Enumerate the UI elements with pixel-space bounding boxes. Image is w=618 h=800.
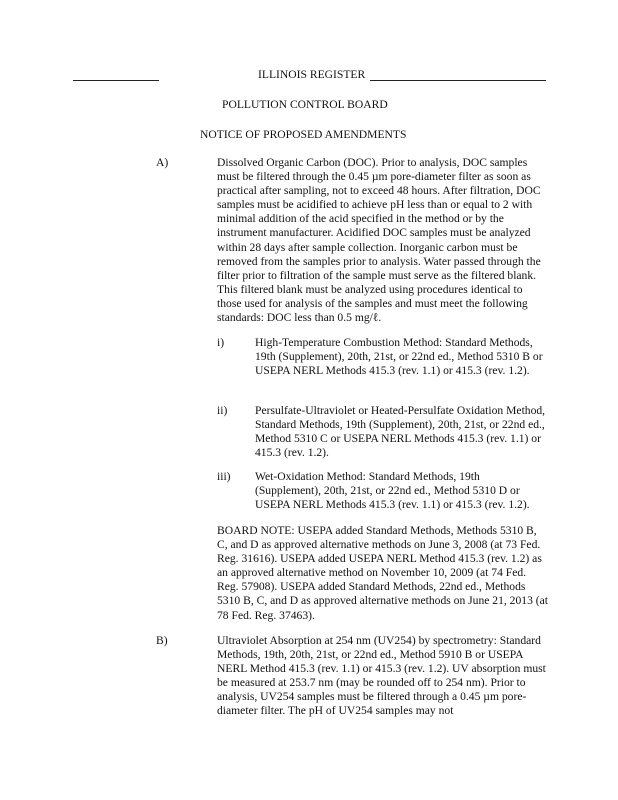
item-b-text: Ultraviolet Absorption at 254 nm (UV254) by spectrometry: Standard Methods, 19th, 20th, 21st, or 22nd ed., Method 5910 B or USEPA NERL Method 415.3 (rev. 1.1) or 415.3 (rev. 1.2). UV absorption must be measured at 253.7 nm (may be rounded off to 254 nm). Prior to analysis, UV254 samples must be filtered through a 0.45 µm pore-diameter filter. The pH of UV254 samples may not (217, 634, 546, 718)
header-right-rule (370, 80, 546, 81)
subitem-i-label: i) (217, 336, 225, 349)
subitem-i-text: High-Temperature Combustion Method: Standard Methods, 19th (Supplement), 20th, 21st, or 22nd ed., Method 5310 B or USEPA NERL Methods 415.3 (rev. 1.1) or 415.3 (rev. 1.2). (255, 336, 543, 378)
subitem-ii-label: ii) (217, 404, 228, 417)
notice-title: NOTICE OF PROPOSED AMENDMENTS (200, 128, 407, 141)
subitem-ii-text: Persulfate-Ultraviolet or Heated-Persulfate Oxidation Method, Standard Methods, 19th (Supplement), 20th, 21st, or 22nd ed., Method 5310 C or USEPA NERL Methods 415.3 (rev. 1.1) or 415.3 (rev. 1.2). (255, 404, 546, 460)
board-note: BOARD NOTE: USEPA added Standard Methods, Methods 5310 B, C, and D as approved alternative methods on June 3, 2008 (at 73 Fed. Reg. 31616). USEPA added USEPA NERL Method 415.3 (rev. 1.2) as an approved alternative method on November 10, 2009 (at 74 Fed. Reg. 57908). USEPA added Standard Methods, 22nd ed., Methods 5310 B, C, and D as approved alternative methods on June 21, 2013 (at 78 Fed. Reg. 37463). (217, 524, 548, 622)
subitem-iii-label: iii) (217, 470, 231, 483)
item-a-label: A) (156, 156, 169, 169)
board-title: POLLUTION CONTROL BOARD (222, 98, 388, 111)
item-a-text: Dissolved Organic Carbon (DOC). Prior to analysis, DOC samples must be filtered through the 0.45 µm pore-diameter filter as soon as practical after sampling, not to exceed 48 hours. After filtration, DOC samples must be acidified to achieve pH less than or equal to 2 with minimal addition of the acid specified in the method or by the instrument manufacturer. Acidified DOC samples must be analyzed within 28 days after sample collection. Inorganic carbon must be removed from the samples prior to analysis. Water passed through the filter prior to filtration of the sample must serve as the filtered blank. This filtered blank must be analyzed using procedures identical to those used for analysis of the samples and must meet the following standards: DOC less than 0.5 mg/ℓ. (217, 156, 541, 325)
item-b-label: B) (156, 634, 168, 647)
register-title: ILLINOIS REGISTER (258, 68, 366, 81)
subitem-iii-text: Wet-Oxidation Method: Standard Methods, 19th (Supplement), 20th, 21st, or 22nd ed., Method 5310 D or USEPA NERL Methods 415.3 (rev. 1.1) or 415.3 (rev. 1.2). (255, 470, 530, 512)
header-left-rule (73, 80, 159, 81)
